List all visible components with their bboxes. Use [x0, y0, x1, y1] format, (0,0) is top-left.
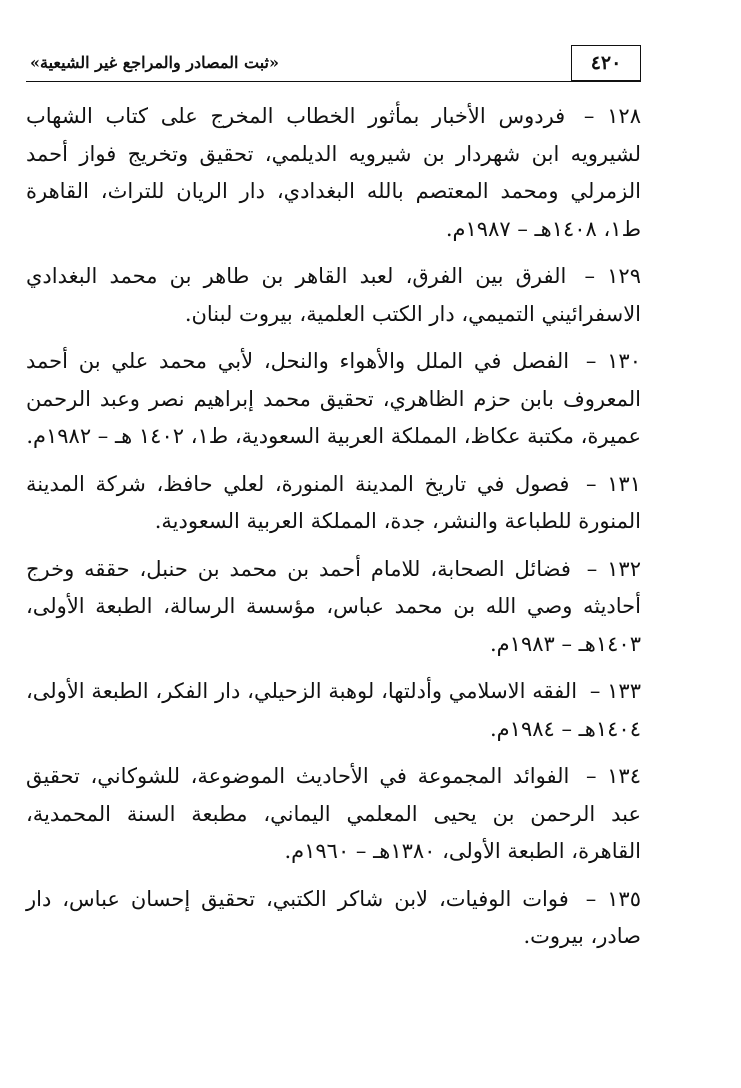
entry-text: فصول في تاريخ المدينة المنورة، لعلي حافظ، شركة المدينة المنورة للطباعة والنشر، جدة، المملكة العربية السعودية.: [26, 471, 641, 533]
entry-number: ١٣١ –: [586, 471, 641, 496]
entry-text: فردوس الأخبار بمأثور الخطاب المخرج على كتاب الشهاب لشيرويه ابن شهردار بن شيرويه الديلمي، تحقيق وتخريج فواز أحمد الزمرلي ومحمد المعتصم بالله البغدادي، دار الريان للتراث، القاهرة ط١، ١٤٠٨هـ – ١٩٨٧م.: [26, 104, 641, 241]
bibliography-entry: [26, 758, 641, 871]
bibliography-entry: [26, 343, 641, 456]
bibliography-entry: [26, 673, 641, 748]
entry-number: ١٣٢ –: [586, 556, 641, 581]
bibliography-entry: [26, 551, 641, 664]
bibliography-entry: [26, 466, 641, 541]
entry-text: الفرق بين الفرق، لعبد القاهر بن طاهر بن محمد البغدادي الاسفرائيني التميمي، دار الكتب العلمية، بيروت لبنان.: [26, 264, 641, 326]
entry-number: ١٢٨ –: [583, 104, 641, 128]
entry-text: فضائل الصحابة، للامام أحمد بن محمد بن حنبل، حققه وخرج أحاديثه وصي الله بن محمد عباس، مؤسسة الرسالة، الطبعة الأولى، ١٤٠٣هـ – ١٩٨٣م.: [26, 556, 641, 656]
entry-number: ١٣٠ –: [585, 349, 641, 373]
entry-number: ١٣٤ –: [586, 764, 641, 788]
bibliography-entry: [26, 98, 641, 248]
entry-number: ١٣٥ –: [585, 886, 641, 911]
bibliography-entry: [26, 881, 641, 956]
entry-text: فوات الوفيات، لابن شاكر الكتبي، تحقيق إحسان عباس، دار صادر، بيروت.: [26, 886, 641, 948]
running-title: «ثبت المصادر والمراجع غير الشيعية»: [30, 53, 279, 72]
entry-number: ١٢٩ –: [584, 264, 641, 288]
entry-text: الفصل في الملل والأهواء والنحل، لأبي محمد علي بن أحمد المعروف بابن حزم الظاهري، تحقيق محمد إبراهيم نصر وعبد الرحمن عميرة، مكتبة عكاظ، المملكة العربية السعودية، ط١، ١٤٠٢ هـ – ١٩٨٢م.: [26, 349, 641, 448]
entry-number: ١٣٣ –: [589, 679, 641, 703]
bibliography-entry: [26, 258, 641, 333]
entry-text: الفقه الاسلامي وأدلتها، لوهبة الزحيلي، دار الفكر، الطبعة الأولى، ١٤٠٤هـ – ١٩٨٤م.: [26, 679, 641, 741]
page-number: ٤٢٠: [571, 45, 641, 81]
page-header: [26, 45, 641, 82]
bibliography-list: [26, 98, 641, 966]
entry-text: الفوائد المجموعة في الأحاديث الموضوعة، للشوكاني، تحقيق عبد الرحمن بن يحيى المعلمي اليماني، مطبعة السنة المحمدية، القاهرة، الطبعة الأولى، ١٣٨٠هـ – ١٩٦٠م.: [26, 764, 641, 863]
